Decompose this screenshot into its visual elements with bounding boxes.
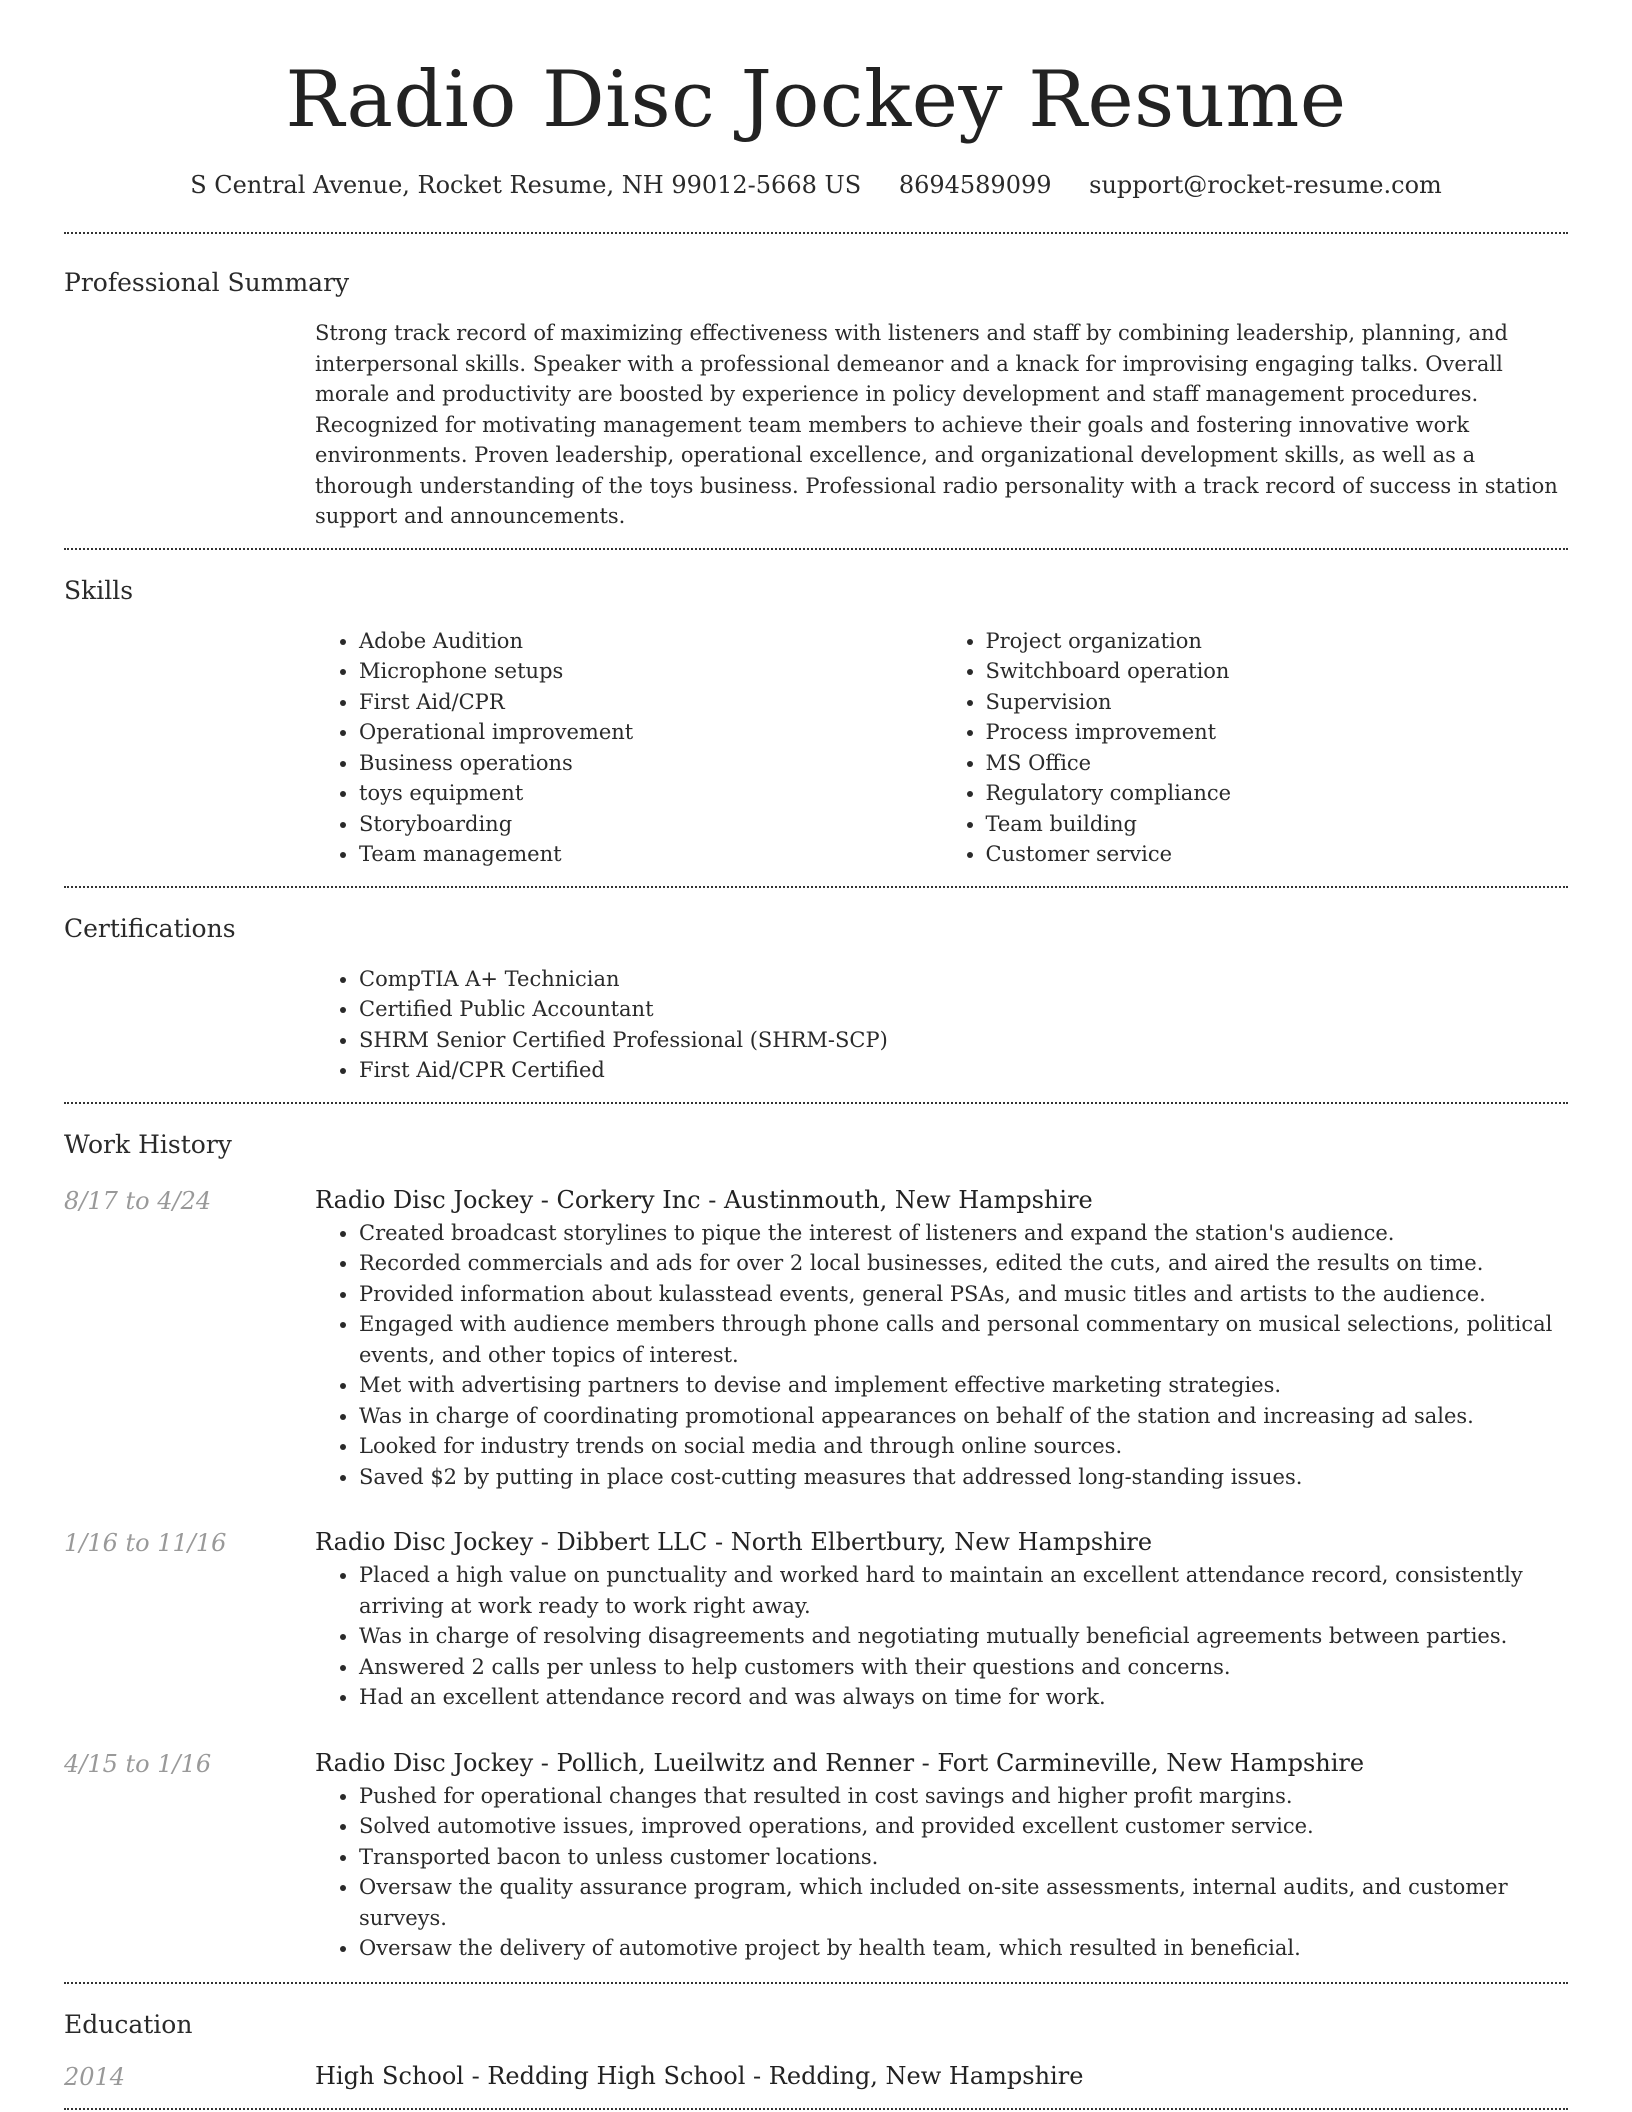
- skill-item: • Storyboarding: [359, 809, 942, 840]
- section-title-skills: Skills: [64, 575, 134, 605]
- job-heading: Radio Disc Jockey - Corkery Inc - Austinmouth, New Hampshire: [315, 1185, 1093, 1214]
- skills-columns: [315, 626, 1568, 870]
- job-bullet: • Saved $2 by putting in place cost-cutting measures that addressed long-standing issues.: [359, 1462, 1568, 1493]
- skill-item: • Operational improvement: [359, 717, 942, 748]
- job-bullet: • Placed a high value on punctuality and worked hard to maintain an excellent attendance record, consistently arriving at work ready to work right away.: [359, 1560, 1568, 1621]
- certifications-body: [315, 964, 1568, 1086]
- contact-phone: 8694589099: [898, 171, 1052, 199]
- section-title-work-history: Work History: [64, 1129, 232, 1159]
- job-dates: 4/15 to 1/16: [64, 1749, 212, 1778]
- job-entry: [64, 1182, 1568, 1493]
- job-bullet: • Had an excellent attendance record and was always on time for work.: [359, 1682, 1568, 1713]
- job-bullet: • Transported bacon to unless customer locations.: [359, 1842, 1568, 1873]
- certification-item: • Certified Public Accountant: [359, 994, 1568, 1025]
- skill-item: • toys equipment: [359, 778, 942, 809]
- section-title-education: Education: [64, 2009, 193, 2039]
- certifications-section: [64, 888, 1568, 1086]
- contact-line: [64, 168, 1568, 202]
- contact-email: support@rocket-resume.com: [1089, 171, 1442, 199]
- job-bullet: • Oversaw the quality assurance program, which included on-site assessments, internal audits, and customer surveys.: [359, 1872, 1568, 1933]
- job-bullet: • Provided information about kulasstead events, general PSAs, and music titles and artists to the audience.: [359, 1279, 1568, 1310]
- job-details: [315, 1182, 1568, 1493]
- skill-item: • Adobe Audition: [359, 626, 942, 657]
- certifications-list: [315, 964, 1568, 1086]
- education-details: [315, 2058, 1568, 2094]
- job-dates: 1/16 to 11/16: [64, 1529, 227, 1557]
- skill-item: • Project organization: [986, 626, 1569, 657]
- education-entry: [64, 2058, 1568, 2094]
- skills-section: [64, 550, 1568, 870]
- job-bullet: • Looked for industry trends on social media and through online sources.: [359, 1431, 1568, 1462]
- resume-title: Radio Disc Jockey Resume: [285, 55, 1347, 145]
- job-bullet: • Created broadcast storylines to pique the interest of listeners and expand the station's audience.: [359, 1218, 1568, 1249]
- contact-address: S Central Avenue, Rocket Resume, NH 99012-5668 US: [190, 171, 862, 199]
- skill-item: • Microphone setups: [359, 656, 942, 687]
- work-history-section: [64, 1104, 1568, 1982]
- section-title-certifications: Certifications: [64, 913, 236, 943]
- skill-item: • MS Office: [986, 748, 1569, 779]
- certification-item: • First Aid/CPR Certified: [359, 1055, 1568, 1086]
- education-heading: High School - Redding High School - Redding, New Hampshire: [315, 2061, 1084, 2090]
- job-heading: Radio Disc Jockey - Pollich, Lueilwitz and Renner - Fort Carmineville, New Hampshire: [315, 1748, 1365, 1777]
- spacer: [64, 1964, 1568, 1982]
- summary-text: Strong track record of maximizing effectiveness with listeners and staff by combining leadership, planning, and interpersonal skills. Speaker with a professional demeanor and a knack for improvising engaging talks. Overall morale and productivity are boosted by experience in policy development and staff management procedures. Recognized for motivating management team members to achieve their goals and fostering innovative work environments. Proven leadership, operational excellence, and organizational development skills, as well as a thorough understanding of the toys business. Professional radio personality with a track record of success in station support and announcements.: [315, 321, 1558, 528]
- skill-item: • Switchboard operation: [986, 656, 1569, 687]
- job-entry: [64, 1524, 1568, 1713]
- summary-section: [64, 234, 1568, 532]
- job-bullet: • Pushed for operational changes that resulted in cost savings and higher profit margins.: [359, 1781, 1568, 1812]
- resume-page: [64, 0, 1568, 2110]
- job-details: [315, 1524, 1568, 1713]
- job-bullet: • Oversaw the delivery of automotive project by health team, which resulted in beneficial.: [359, 1933, 1568, 1964]
- job-bullet: • Recorded commercials and ads for over 2 local businesses, edited the cuts, and aired the results on time.: [359, 1248, 1568, 1279]
- job-heading: Radio Disc Jockey - Dibbert LLC - North Elbertbury, New Hampshire: [315, 1528, 1153, 1556]
- section-title-summary: Professional Summary: [64, 268, 350, 297]
- skill-item: • Supervision: [986, 687, 1569, 718]
- skill-item: • First Aid/CPR: [359, 687, 942, 718]
- job-bullet-list: [315, 1218, 1568, 1493]
- job-bullet: • Engaged with audience members through phone calls and personal commentary on musical selections, political events, and other topics of interest.: [359, 1309, 1568, 1370]
- divider: [64, 2108, 1568, 2110]
- certification-item: • SHRM Senior Certified Professional (SHRM-SCP): [359, 1025, 1568, 1056]
- skill-item: • Process improvement: [986, 717, 1569, 748]
- education-section: [64, 1984, 1568, 2094]
- job-bullet: • Was in charge of resolving disagreements and negotiating mutually beneficial agreements between parties.: [359, 1621, 1568, 1652]
- job-bullet-list: [315, 1781, 1568, 1964]
- job-entry: [64, 1745, 1568, 1964]
- skills-list-right: [942, 626, 1569, 870]
- skill-item: • Team management: [359, 839, 942, 870]
- skills-list-left: [315, 626, 942, 870]
- education-year: 2014: [64, 2062, 126, 2091]
- job-bullet: • Met with advertising partners to devise and implement effective marketing strategies.: [359, 1370, 1568, 1401]
- job-details: [315, 1745, 1568, 1964]
- certification-item: • CompTIA A+ Technician: [359, 964, 1568, 995]
- job-bullet: • Answered 2 calls per unless to help customers with their questions and concerns.: [359, 1652, 1568, 1683]
- job-bullet: • Solved automotive issues, improved operations, and provided excellent customer service.: [359, 1811, 1568, 1842]
- skill-item: • Regulatory compliance: [986, 778, 1569, 809]
- job-dates: 8/17 to 4/24: [64, 1186, 212, 1215]
- skill-item: • Customer service: [986, 839, 1569, 870]
- job-bullet-list: [315, 1560, 1568, 1713]
- skill-item: • Team building: [986, 809, 1569, 840]
- skill-item: • Business operations: [359, 748, 942, 779]
- job-bullet: • Was in charge of coordinating promotional appearances on behalf of the station and increasing ad sales.: [359, 1401, 1568, 1432]
